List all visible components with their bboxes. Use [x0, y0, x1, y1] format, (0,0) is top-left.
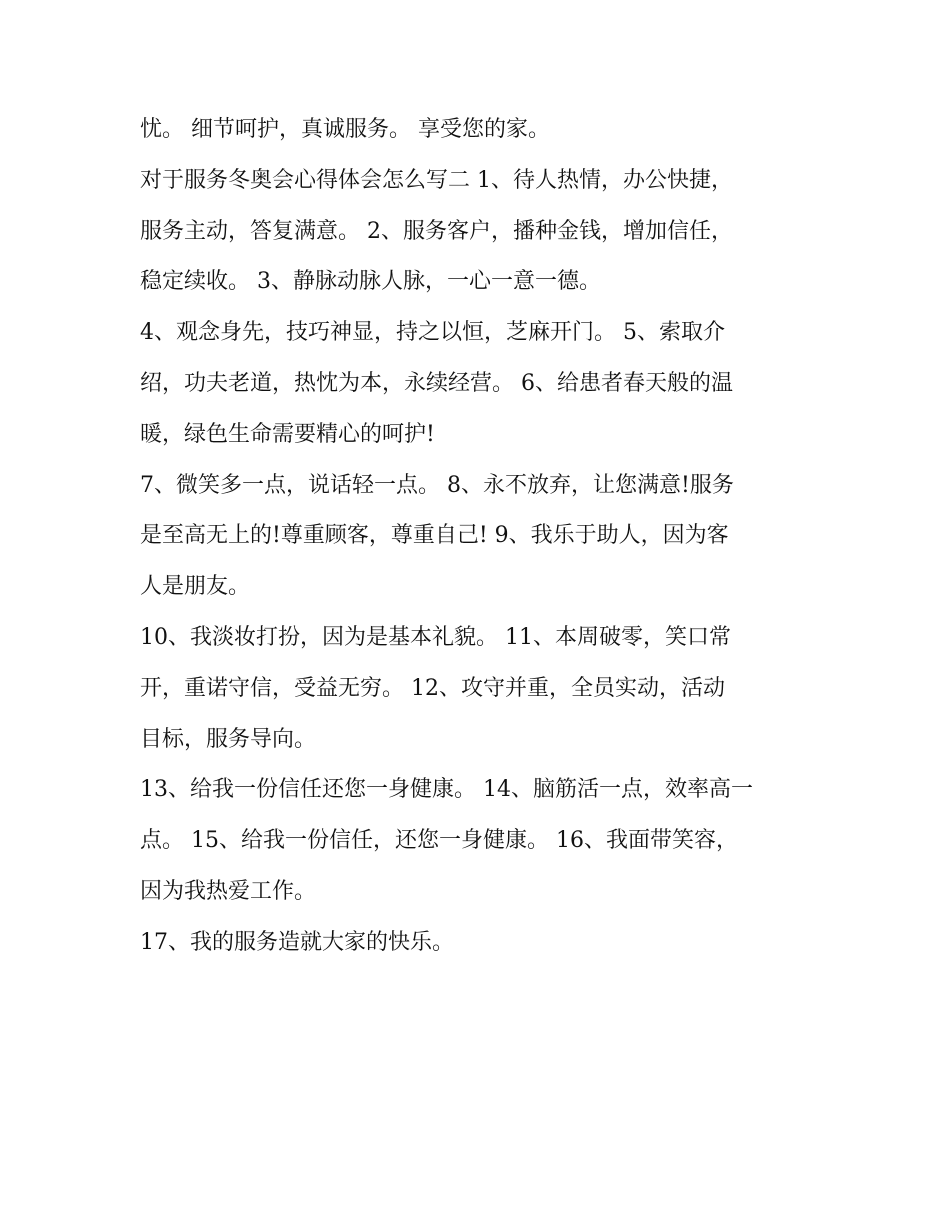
text-line: 目标，服务导向。 — [140, 726, 317, 752]
text-line: 对于服务冬奥会心得体会怎么写二 1、待人热情，办公快捷， — [140, 167, 733, 193]
text-line: 人是朋友。 — [140, 574, 251, 600]
text-line: 服务主动，答复满意。 2、服务客户，播种金钱，增加信任， — [140, 218, 733, 244]
text-line: 绍，功夫老道，热忱为本，永续经营。 6、给患者春天般的温 — [140, 370, 733, 396]
text-line: 4、观念身先，技巧神显，持之以恒，芝麻开门。 5、索取介 — [140, 320, 725, 346]
text-line: 17、我的服务造就大家的快乐。 — [140, 929, 454, 955]
text-line: 稳定续收。 3、静脉动脉人脉，一心一意一德。 — [140, 269, 601, 295]
text-line: 是至高无上的!尊重顾客，尊重自己! 9、我乐于助人，因为客 — [140, 523, 729, 549]
document-body — [140, 105, 820, 969]
text-line: 忧。 细节呵护，真诚服务。 享受您的家。 — [140, 117, 550, 142]
text-line: 开，重诺守信，受益无穷。 12、攻守并重，全员实动，活动 — [140, 675, 725, 701]
text-line: 暖，绿色生命需要精心的呵护! — [140, 421, 435, 447]
text-line: 10、我淡妆打扮，因为是基本礼貌。 11、本周破零，笑口常 — [140, 624, 731, 650]
text-line: 因为我热爱工作。 — [140, 878, 317, 904]
text-line: 13、给我一份信任还您一身健康。 14、脑筋活一点，效率高一 — [140, 777, 753, 803]
text-line: 点。 15、给我一份信任，还您一身健康。 16、我面带笑容， — [140, 828, 738, 854]
text-line: 7、微笑多一点，说话轻一点。 8、永不放弃，让您满意!服务 — [140, 472, 734, 498]
